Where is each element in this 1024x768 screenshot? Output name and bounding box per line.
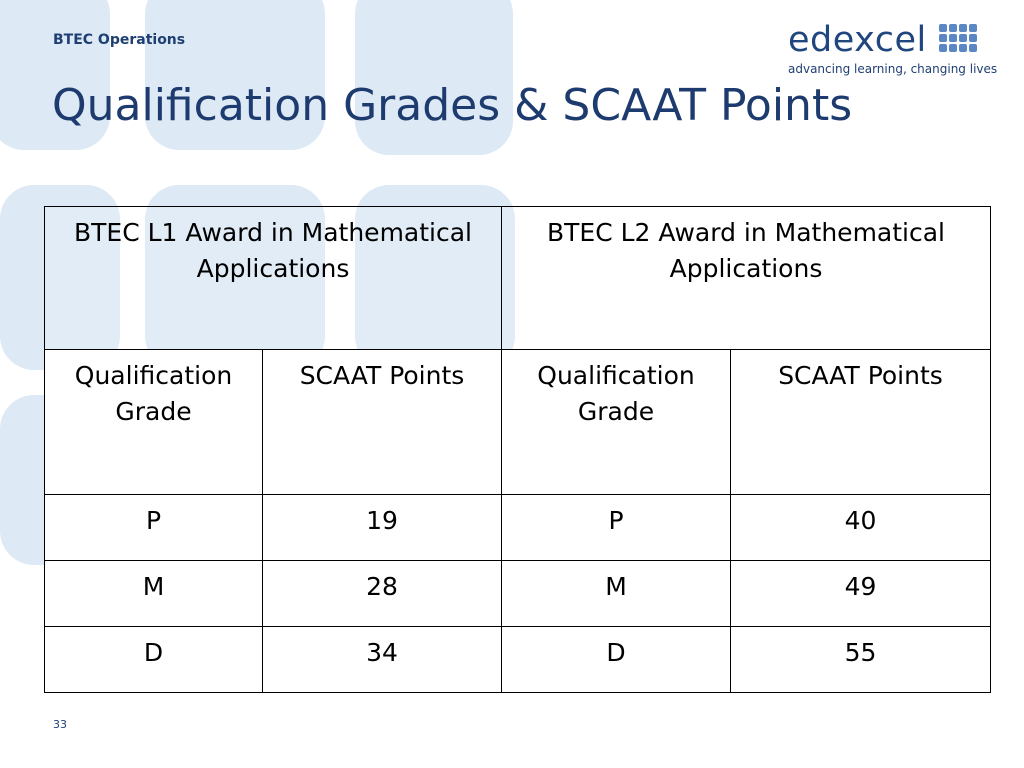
table-row xyxy=(45,627,991,693)
column-header: Qualification Grade xyxy=(502,350,731,495)
column-header: Qualification Grade xyxy=(45,350,263,495)
logo-wordmark: edexcel xyxy=(788,20,927,60)
table-cell: P xyxy=(502,495,731,561)
table-column-header-row xyxy=(45,350,991,495)
table-cell: D xyxy=(45,627,263,693)
column-header: SCAAT Points xyxy=(263,350,502,495)
section-label: BTEC Operations xyxy=(53,32,186,48)
table-cell: P xyxy=(45,495,263,561)
group-header-l2: BTEC L2 Award in Mathematical Applications xyxy=(502,207,991,350)
table-cell: D xyxy=(502,627,731,693)
logo-tagline: advancing learning, changing lives xyxy=(788,62,998,76)
table-row xyxy=(45,495,991,561)
table-cell: 28 xyxy=(263,561,502,627)
edexcel-logo xyxy=(788,20,998,80)
column-header: SCAAT Points xyxy=(731,350,991,495)
grades-table xyxy=(44,206,991,693)
background-shape xyxy=(355,0,513,155)
table-cell: 19 xyxy=(263,495,502,561)
logo-grid-icon xyxy=(939,24,977,60)
table-row xyxy=(45,561,991,627)
table-cell: M xyxy=(502,561,731,627)
group-header-l1: BTEC L1 Award in Mathematical Applications xyxy=(45,207,502,350)
table-cell: 55 xyxy=(731,627,991,693)
table-cell: 34 xyxy=(263,627,502,693)
page-number: 33 xyxy=(53,718,67,731)
table-cell: 40 xyxy=(731,495,991,561)
table-group-header-row xyxy=(45,207,991,350)
table-cell: M xyxy=(45,561,263,627)
table-cell: 49 xyxy=(731,561,991,627)
page-title: Qualification Grades & SCAAT Points xyxy=(52,80,853,131)
grades-table-container xyxy=(44,206,990,693)
